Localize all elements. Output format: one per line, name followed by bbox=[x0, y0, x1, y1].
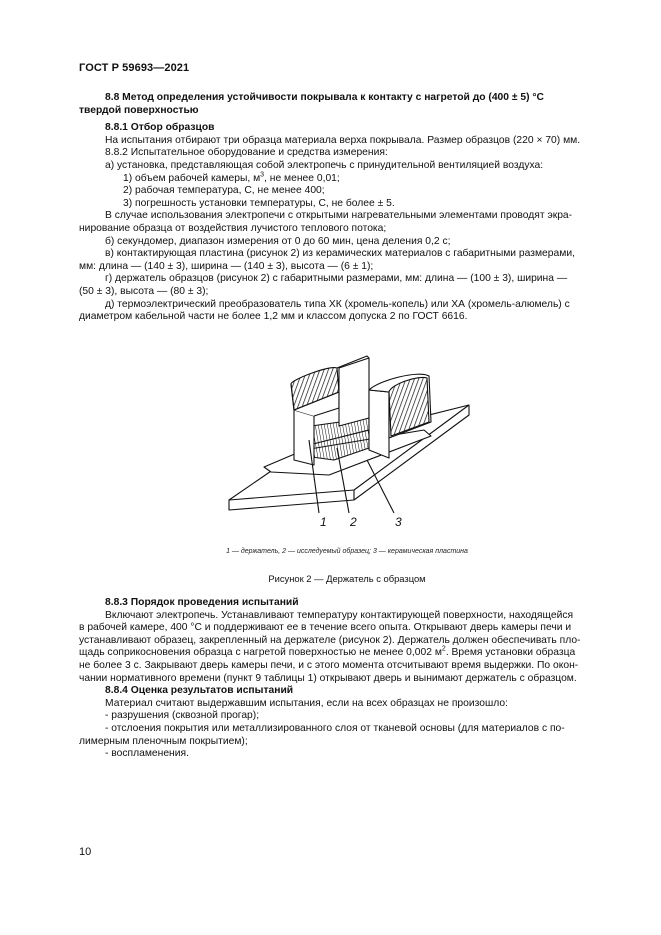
list-item: б) секундомер, диапазон измерения от 0 до 60 мин, цена деления 0,2 с; bbox=[105, 235, 451, 247]
subsection-title: 8.8.1 Отбор образцов bbox=[105, 122, 215, 134]
list-item-text: , не менее 0,01; bbox=[264, 172, 340, 184]
list-item: 3) погрешность установки температуры, С, не более ± 5. bbox=[123, 197, 395, 209]
legend-text: — исследуемый образец; bbox=[286, 548, 373, 555]
subsection-title: 8.8.4 Оценка результатов испытаний bbox=[105, 685, 294, 697]
paragraph-line: устанавливают образец, закрепленный на держателе (рисунок 2). Держатель должен обеспечивать пло- bbox=[79, 634, 581, 646]
paragraph-line: чании нормативного времени (пункт 9 таблицы 1) открывают дверь и вынимают держатель с образцом. bbox=[79, 672, 577, 684]
paragraph-line bbox=[79, 647, 615, 660]
section-8-8 bbox=[79, 92, 615, 324]
figure-label-2: 2 bbox=[350, 515, 357, 529]
paragraph-line: В случае использования электропечи с открытыми нагревательными элементами проводят экра- bbox=[105, 210, 573, 222]
list-item: 2) рабочая температура, С, не менее 400; bbox=[123, 185, 325, 197]
paragraph-line: Включают электропечь. Устанавливают температуру контактирующей поверхности, находящейся bbox=[105, 609, 574, 621]
text-run: щадь соприкосновения образца с нагретой поверхностью не менее 0,002 м bbox=[79, 647, 442, 659]
superscript: 3 bbox=[260, 171, 265, 179]
list-item: - разрушения (сквозной прогар); bbox=[105, 710, 260, 722]
legend-text: — держатель, bbox=[229, 548, 283, 555]
figure-label-1: 1 bbox=[320, 515, 327, 529]
paragraph-line: в рабочей камере, 400 °С и поддерживают ее в течение всего опыта. Открывают дверь камеры печи и bbox=[79, 622, 572, 634]
list-item: в) контактирующая пластина (рисунок 2) из керамических материалов с габаритными размерами, bbox=[105, 248, 575, 260]
paragraph-line: нирование образца от воздействия лучистого теплового потока; bbox=[79, 222, 387, 234]
section-8-8-3-and-8-8-4 bbox=[79, 597, 615, 761]
section-title-line: 8.8 Метод определения устойчивости покрывала к контакту с нагретой до (400 ± 5) °С bbox=[105, 92, 544, 103]
list-item: а) установка, представляющая собой электропечь с принудительной вентиляцией воздуха: bbox=[105, 159, 544, 171]
holder-right-wall bbox=[369, 390, 389, 458]
superscript: 2 bbox=[441, 645, 446, 653]
figure-legend bbox=[79, 548, 615, 555]
list-item bbox=[79, 173, 615, 186]
list-item-continuation: мм: длина — (140 ± 3), ширина — (140 ± 3), высота — (6 ± 1); bbox=[79, 260, 374, 272]
section-title-line: твердой поверхностью bbox=[79, 104, 199, 116]
legend-text: — керамическая пластина bbox=[376, 548, 468, 555]
section-title bbox=[79, 92, 615, 117]
figure-caption: Рисунок 2 — Держатель с образцом bbox=[268, 573, 426, 584]
subsection-title: 8.8.3 Порядок проведения испытаний bbox=[105, 597, 299, 608]
figure-label-3: 3 bbox=[395, 515, 402, 529]
holder-back-wall bbox=[339, 358, 369, 426]
paragraph-line: не более 3 с. Закрывают дверь камеры печи, и с этого момента отсчитывают время выдержки. По окон- bbox=[79, 659, 579, 671]
holder-drawing bbox=[219, 330, 479, 535]
legend-key: 1 bbox=[226, 548, 230, 555]
list-item: г) держатель образцов (рисунок 2) с габаритными размерами, мм: длина — (100 ± 3), ширина — bbox=[105, 273, 568, 285]
list-item-continuation: лимерным пленочным покрытием); bbox=[79, 735, 248, 747]
paragraph: Материал считают выдержавшим испытания, если на всех образцах не произошло: bbox=[105, 697, 508, 709]
list-item: д) термоэлектрический преобразователь типа ХК (хромель-копель) или ХА (хромель-алюмель) с bbox=[105, 298, 570, 310]
paragraph: 8.8.2 Испытательное оборудование и средства измерения: bbox=[105, 147, 388, 159]
list-item-continuation: (50 ± 3), высота — (80 ± 3); bbox=[79, 285, 209, 297]
list-item: - воспламенения. bbox=[105, 748, 189, 760]
legend-key: 3 bbox=[372, 548, 377, 555]
figure-holder-with-sample bbox=[79, 330, 615, 540]
text-run: . Время установки образца bbox=[445, 647, 576, 659]
paragraph: На испытания отбирают три образца материала верха покрывала. Размер образцов (220 × 70) мм. bbox=[105, 134, 581, 146]
list-item-continuation: диаметром кабельной части не более 1,2 мм и классом допуска 2 по ГОСТ 6616. bbox=[79, 311, 468, 323]
legend-key: 2 bbox=[282, 548, 287, 555]
list-item-text: 1) объем рабочей камеры, м bbox=[123, 172, 261, 184]
page-number: 10 bbox=[79, 846, 92, 858]
standard-header: ГОСТ Р 59693—2021 bbox=[79, 62, 190, 74]
list-item: - отслоения покрытия или металлизированного слоя от тканевой основы (для материалов с по- bbox=[105, 722, 565, 734]
